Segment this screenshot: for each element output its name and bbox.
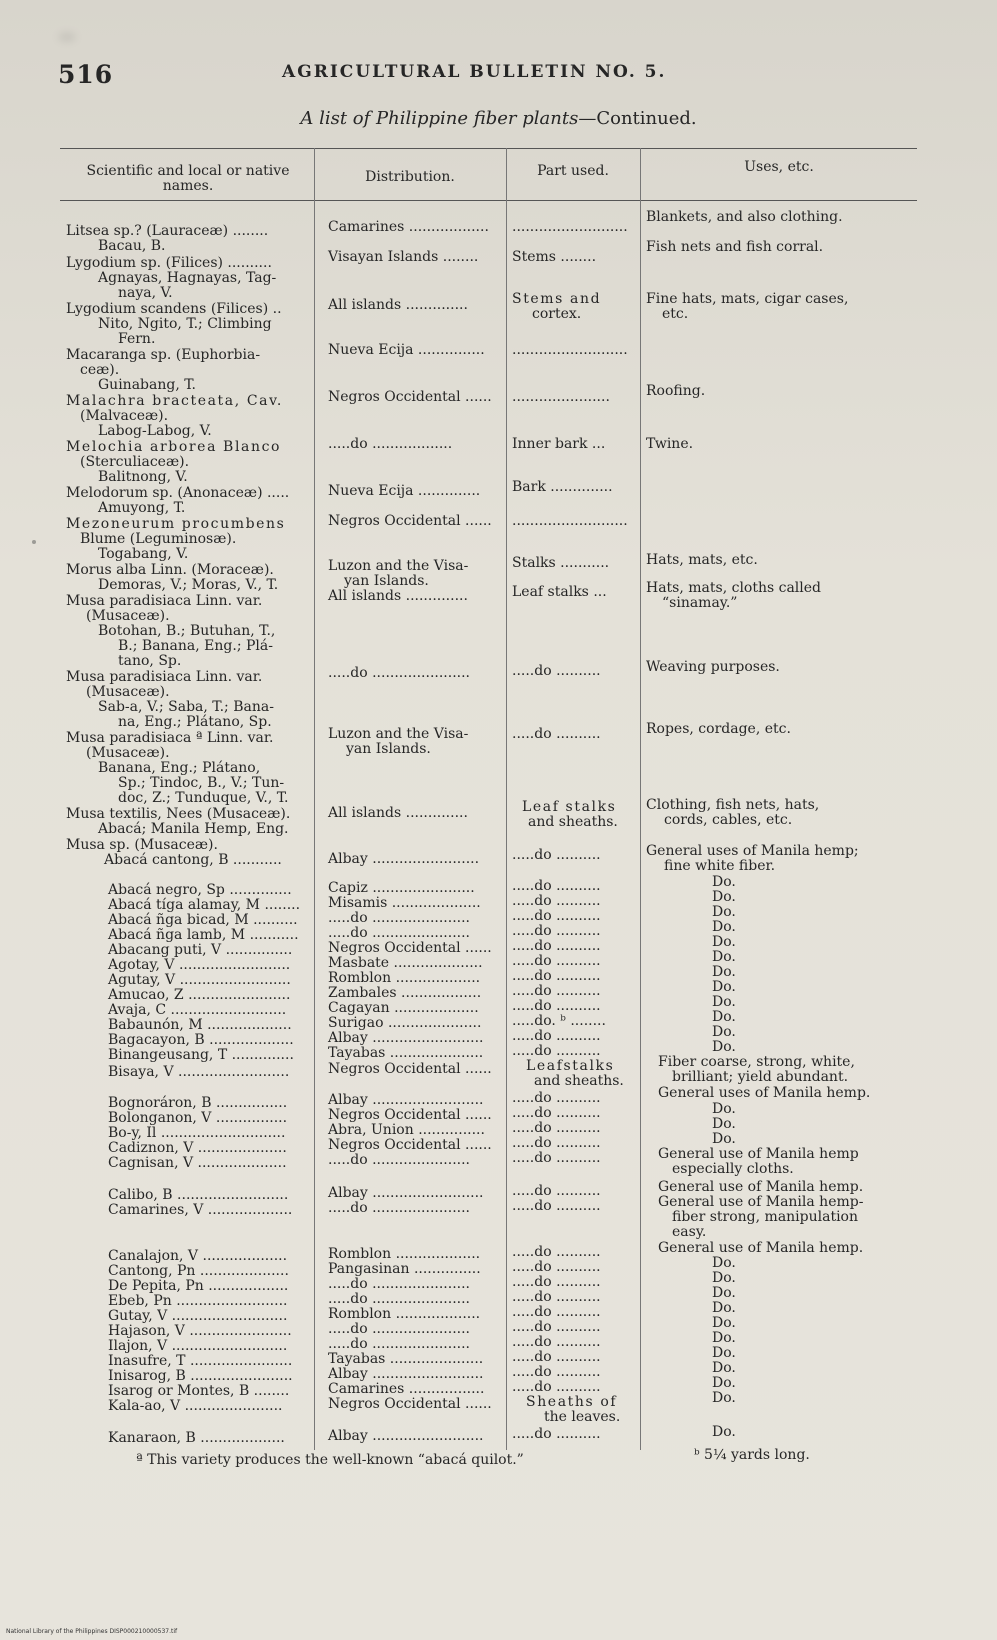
species-name: Melochia arborea Blanco	[66, 439, 282, 455]
distribution-cell: Albay ........................	[328, 851, 480, 867]
species-name: Lygodium scandens (Filices) ..	[66, 301, 282, 317]
local-name-cont: naya, V.	[118, 285, 173, 301]
species-name: Morus alba Linn. (Moraceæ).	[66, 562, 274, 578]
species-name: Musa textilis, Nees (Musaceæ).	[66, 806, 291, 822]
part-used-cell: Stalks ...........	[512, 555, 610, 571]
variety-name: Abacá tíga alamay, M ........	[108, 897, 301, 913]
variety-name: Babaunón, M ...................	[108, 1017, 292, 1033]
uses-cont: cords, cables, etc.	[664, 812, 793, 828]
uses-cell: Fine hats, mats, cigar cases,	[646, 291, 849, 307]
variety-name: Ebeb, Pn .........................	[108, 1293, 288, 1309]
uses-cell: Ropes, cordage, etc.	[646, 721, 791, 737]
variety-name: Cagnisan, V ....................	[108, 1155, 287, 1171]
distribution-cont: yan Islands.	[346, 741, 431, 757]
variety-name: Cadiznon, V ....................	[108, 1140, 287, 1156]
uses-cell: Do.	[712, 919, 736, 935]
variety-name: Kala-ao, V ......................	[108, 1398, 283, 1414]
uses-cell: Twine.	[646, 436, 694, 452]
part-used-cell: .....do ..........	[512, 1274, 601, 1290]
column-header-part: Part used.	[537, 163, 609, 179]
species-name-cont: (Malvaceæ).	[80, 408, 169, 424]
uses-cont: brilliant; yield abundant.	[672, 1069, 849, 1085]
distribution-cell: Romblon ...................	[328, 1246, 481, 1262]
column-header-uses: Uses, etc.	[744, 159, 814, 175]
species-name: Malachra bracteata, Cav.	[66, 393, 283, 409]
variety-name: Bolonganon, V ................	[108, 1110, 288, 1126]
variety-name: Kanaraon, B ...................	[108, 1430, 285, 1446]
distribution-cell: Camarines ..................	[328, 219, 489, 235]
distribution-cell: Tayabas .....................	[328, 1351, 484, 1367]
local-name: Demoras, V.; Moras, V., T.	[98, 577, 279, 593]
part-used-cell: .....do ..........	[512, 983, 601, 999]
distribution-cell: Negros Occidental ......	[328, 1396, 492, 1412]
species-name: Lygodium sp. (Filices) ..........	[66, 255, 272, 271]
distribution-cell: .....do ......................	[328, 1321, 470, 1337]
distribution-cell: .....do ......................	[328, 1291, 470, 1307]
variety-name: Agotay, V .........................	[108, 957, 291, 973]
part-used-cell: .....do ..........	[512, 1135, 601, 1151]
uses-cont: easy.	[672, 1224, 707, 1240]
distribution-cell: Romblon ...................	[328, 1306, 481, 1322]
variety-name: Abacang puti, V ...............	[108, 942, 293, 958]
variety-name: Bagacayon, B ...................	[108, 1032, 294, 1048]
variety-name: Avaja, C ..........................	[108, 1002, 287, 1018]
species-name: Musa paradisiaca Linn. var.	[66, 669, 263, 685]
distribution-cell: Negros Occidental ......	[328, 1107, 492, 1123]
part-used-cont: and sheaths.	[528, 814, 618, 830]
part-used-cell: Inner bark ...	[512, 436, 606, 452]
running-head: AGRICULTURAL BULLETIN NO. 5.	[282, 62, 667, 82]
distribution-cell: Albay .........................	[328, 1366, 484, 1382]
local-name-cont: tano, Sp.	[118, 653, 182, 669]
part-used-cell: Bark ..............	[512, 479, 613, 495]
species-name-cont: Blume (Leguminosæ).	[80, 531, 237, 547]
variety-name: Canalajon, V ...................	[108, 1248, 288, 1264]
uses-cell: Do.	[712, 1255, 736, 1271]
distribution-cell: Negros Occidental ......	[328, 940, 492, 956]
part-used-cell: .....do ..........	[512, 1289, 601, 1305]
uses-cell: Do.	[712, 1360, 736, 1376]
column-header-names: Scientific and local or native names.	[86, 163, 290, 194]
distribution-cell: Luzon and the Visa-	[328, 558, 469, 574]
distribution-cell: Abra, Union ...............	[328, 1122, 485, 1138]
species-name-cont: (Sterculiaceæ).	[80, 454, 190, 470]
distribution-cell: Albay .........................	[328, 1185, 484, 1201]
distribution-cell: Negros Occidental ......	[328, 513, 492, 529]
variety-name: Bognoráron, B ................	[108, 1095, 288, 1111]
part-used-cell: .....do ..........	[512, 1090, 601, 1106]
uses-cell: Do.	[712, 1375, 736, 1391]
uses-cell: Clothing, fish nets, hats,	[646, 797, 820, 813]
part-used-cell: .....do ..........	[512, 1028, 601, 1044]
distribution-cell: .....do ......................	[328, 1276, 470, 1292]
distribution-cell: Surigao .....................	[328, 1015, 482, 1031]
uses-cell: Do.	[712, 994, 736, 1010]
uses-cell: Do.	[712, 1315, 736, 1331]
part-used-cell: .....do ..........	[512, 1304, 601, 1320]
local-name-cont: Sp.; Tindoc, B., V.; Tun-	[118, 775, 285, 791]
variety-name: Agutay, V .........................	[108, 972, 291, 988]
species-name: Melodorum sp. (Anonaceæ) .....	[66, 485, 290, 501]
part-used-cell: Stems ........	[512, 249, 597, 265]
distribution-cell: Negros Occidental ......	[328, 389, 492, 405]
distribution-cell: Nueva Ecija ..............	[328, 483, 481, 499]
variety-name: Hajason, V .......................	[108, 1323, 292, 1339]
uses-cell: General use of Manila hemp-	[658, 1194, 864, 1210]
local-name: Balitnong, V.	[98, 469, 188, 485]
variety-name: Ilajon, V ..........................	[108, 1338, 288, 1354]
variety-name: Gutay, V ..........................	[108, 1308, 288, 1324]
distribution-cell: .....do ..................	[328, 436, 453, 452]
uses-cell: Do.	[712, 1285, 736, 1301]
uses-cell: Roofing.	[646, 383, 706, 399]
caption-suffix: —Continued.	[578, 108, 697, 129]
local-name: Abacá; Manila Hemp, Eng.	[98, 821, 289, 837]
scan-dot	[32, 540, 36, 544]
part-used-cell: .....do ..........	[512, 847, 601, 863]
local-name: Guinabang, T.	[98, 377, 196, 393]
column-header-distribution: Distribution.	[365, 169, 455, 185]
distribution-cell: .....do ......................	[328, 1152, 470, 1168]
local-name: Labog-Labog, V.	[98, 423, 212, 439]
uses-cell: Do.	[712, 874, 736, 890]
uses-cell: Do.	[712, 979, 736, 995]
distribution-cell: Tayabas .....................	[328, 1045, 484, 1061]
table-top-rule	[60, 148, 917, 149]
uses-cont: “sinamay.”	[662, 595, 738, 611]
part-used-cont: the leaves.	[544, 1409, 621, 1425]
table-header-rule	[60, 200, 917, 201]
part-used-cell: .....do ..........	[512, 1426, 601, 1442]
local-name: Sab-a, V.; Saba, T.; Bana-	[98, 699, 274, 715]
species-name-cont: (Musaceæ).	[86, 745, 170, 761]
uses-cell: Do.	[712, 904, 736, 920]
uses-cell: Do.	[712, 949, 736, 965]
part-used-cell: .....do ..........	[512, 923, 601, 939]
distribution-cell: Camarines .................	[328, 1381, 485, 1397]
uses-cell: General use of Manila hemp.	[658, 1240, 864, 1256]
distribution-cell: .....do ......................	[328, 925, 470, 941]
footnote-a: ª This variety produces the well-known “abacá quilot.”	[136, 1452, 524, 1468]
species-name: Musa paradisiaca ª Linn. var.	[66, 730, 274, 746]
part-used-cell: .....do ..........	[512, 1364, 601, 1380]
uses-cell: Do.	[712, 1101, 736, 1117]
variety-name: Abacá ñga lamb, M ...........	[108, 927, 299, 943]
species-name: Musa sp. (Musaceæ).	[66, 837, 218, 853]
part-used-cell: .....do ..........	[512, 1150, 601, 1166]
column-divider-3	[640, 148, 641, 1450]
page-number: 516	[58, 60, 114, 89]
uses-cell: Weaving purposes.	[646, 659, 780, 675]
distribution-cell: Zambales ..................	[328, 985, 482, 1001]
part-used-cell: .....do ..........	[512, 953, 601, 969]
variety-name: Bo-y, Il ............................	[108, 1125, 286, 1141]
part-used-cell: ..........................	[512, 513, 628, 529]
species-name: Musa paradisiaca Linn. var.	[66, 593, 263, 609]
part-used-cell: .....do ..........	[512, 968, 601, 984]
part-used-cell: Leaf stalks ...	[512, 584, 607, 600]
caption-title: A list of Philippine fiber plants	[300, 108, 579, 129]
distribution-cell: All islands ..............	[328, 805, 468, 821]
part-used-cell: .....do ..........	[512, 893, 601, 909]
local-name-cont: B.; Banana, Eng.; Plá-	[118, 638, 273, 654]
local-name: Nito, Ngito, T.; Climbing	[98, 316, 272, 332]
uses-cell: Do.	[712, 1424, 736, 1440]
part-used-cell: .....do ..........	[512, 878, 601, 894]
uses-cell: Fiber coarse, strong, white,	[658, 1054, 855, 1070]
variety-name: Abacá cantong, B ...........	[104, 852, 282, 868]
species-name-cont: (Musaceæ).	[86, 684, 170, 700]
distribution-cell: Masbate ....................	[328, 955, 483, 971]
species-name-cont: (Musaceæ).	[86, 608, 170, 624]
uses-cell: Do.	[712, 1390, 736, 1406]
uses-cell: Blankets, and also clothing.	[646, 209, 843, 225]
distribution-cell: Misamis ....................	[328, 895, 481, 911]
local-name: Botohan, B.; Butuhan, T.,	[98, 623, 276, 639]
distribution-cell: Albay .........................	[328, 1428, 484, 1444]
uses-cell: Do.	[712, 1116, 736, 1132]
part-used-cell: .....do ..........	[512, 1319, 601, 1335]
part-used-cell: .....do. ᵇ ........	[512, 1013, 606, 1029]
part-used-cont: and sheaths.	[534, 1073, 624, 1089]
species-name: Litsea sp.? (Lauraceæ) ........	[66, 223, 269, 239]
footnote-b: ᵇ 5¼ yards long.	[694, 1447, 810, 1463]
part-used-cell: Leafstalks	[526, 1058, 615, 1074]
distribution-cell: Capiz .......................	[328, 880, 475, 896]
part-used-cell: .....do ..........	[512, 1259, 601, 1275]
uses-cell: Do.	[712, 1009, 736, 1025]
local-name-cont: doc, Z.; Tunduque, V., T.	[118, 790, 289, 806]
uses-cell: General use of Manila hemp.	[658, 1179, 864, 1195]
column-divider-1	[314, 148, 315, 1450]
part-used-cell: .....do ..........	[512, 663, 601, 679]
part-used-cell: Stems and	[512, 291, 602, 307]
local-name-cont: Fern.	[118, 331, 156, 347]
local-name: Bacau, B.	[98, 238, 166, 254]
uses-cell: Do.	[712, 1345, 736, 1361]
uses-cell: Do.	[712, 934, 736, 950]
distribution-cell: .....do ......................	[328, 1200, 470, 1216]
part-used-cell: .....do ..........	[512, 1349, 601, 1365]
uses-cell: Hats, mats, etc.	[646, 552, 758, 568]
local-name: Agnayas, Hagnayas, Tag-	[98, 270, 277, 286]
distribution-cell: Albay .........................	[328, 1030, 484, 1046]
local-name: Amuyong, T.	[98, 500, 186, 516]
uses-cell: General uses of Manila hemp;	[646, 843, 859, 859]
uses-cell: Do.	[712, 1270, 736, 1286]
scan-footer: National Library of the Philippines DISP000210000537.tif	[6, 1628, 178, 1635]
variety-name: De Pepita, Pn ..................	[108, 1278, 289, 1294]
variety-name: Inisarog, B .......................	[108, 1368, 293, 1384]
variety-name: Calibo, B .........................	[108, 1187, 289, 1203]
part-used-cell: .....do ..........	[512, 1379, 601, 1395]
variety-name: Amucao, Z .......................	[108, 987, 291, 1003]
part-used-cell: ..........................	[512, 219, 628, 235]
table-caption	[0, 108, 997, 129]
species-name: Mezoneurum procumbens	[66, 516, 286, 532]
distribution-cell: Negros Occidental ......	[328, 1061, 492, 1077]
variety-name: Camarines, V ...................	[108, 1202, 293, 1218]
uses-cell: Do.	[712, 1131, 736, 1147]
local-name: Banana, Eng.; Plátano,	[98, 760, 261, 776]
part-used-cell: .....do ..........	[512, 1198, 601, 1214]
part-used-cell: .....do ..........	[512, 1105, 601, 1121]
uses-cont: especially cloths.	[672, 1161, 794, 1177]
distribution-cell: Pangasinan ...............	[328, 1261, 481, 1277]
distribution-cell: Albay .........................	[328, 1092, 484, 1108]
uses-cell: General uses of Manila hemp.	[658, 1085, 871, 1101]
distribution-cell: Visayan Islands ........	[328, 249, 479, 265]
uses-cont: fiber strong, manipulation	[672, 1209, 859, 1225]
distribution-cell: Luzon and the Visa-	[328, 726, 469, 742]
part-used-cell: .....do ..........	[512, 1043, 601, 1059]
variety-name: Isarog or Montes, B ........	[108, 1383, 290, 1399]
part-used-cell: Leaf stalks	[522, 799, 617, 815]
distribution-cell: Cagayan ...................	[328, 1000, 479, 1016]
column-divider-2	[506, 148, 507, 1450]
local-name-cont: na, Eng.; Plátano, Sp.	[118, 714, 272, 730]
part-used-cell: .....do ..........	[512, 726, 601, 742]
part-used-cell: .....do ..........	[512, 1244, 601, 1260]
distribution-cell: All islands ..............	[328, 588, 468, 604]
distribution-cell: Negros Occidental ......	[328, 1137, 492, 1153]
part-used-cont: cortex.	[532, 306, 582, 322]
part-used-cell: .....do ..........	[512, 938, 601, 954]
part-used-cell: .....do ..........	[512, 998, 601, 1014]
uses-cont: etc.	[662, 306, 689, 322]
distribution-cell: .....do ......................	[328, 1336, 470, 1352]
variety-name: Abacá negro, Sp ..............	[108, 882, 292, 898]
uses-cell: Hats, mats, cloths called	[646, 580, 822, 596]
variety-name: Inasufre, T .......................	[108, 1353, 293, 1369]
part-used-cell: .....do ..........	[512, 908, 601, 924]
uses-cell: Fish nets and fish corral.	[646, 239, 824, 255]
part-used-cell: .....do ..........	[512, 1120, 601, 1136]
uses-cell: Do.	[712, 964, 736, 980]
species-name: Macaranga sp. (Euphorbia-	[66, 347, 261, 363]
distribution-cell: Nueva Ecija ...............	[328, 342, 485, 358]
uses-cell: Do.	[712, 1330, 736, 1346]
variety-name: Bisaya, V .........................	[108, 1064, 290, 1080]
uses-cell: Do.	[712, 889, 736, 905]
local-name: Togabang, V.	[98, 546, 189, 562]
part-used-cell: ..........................	[512, 342, 628, 358]
part-used-cell: .....do ..........	[512, 1183, 601, 1199]
distribution-cell: Romblon ...................	[328, 970, 481, 986]
distribution-cont: yan Islands.	[344, 573, 429, 589]
uses-cell: Do.	[712, 1039, 736, 1055]
uses-cont: fine white fiber.	[664, 858, 776, 874]
distribution-cell: All islands ..............	[328, 297, 468, 313]
part-used-cell: Sheaths of	[526, 1394, 618, 1410]
uses-cell: General use of Manila hemp	[658, 1146, 859, 1162]
uses-cell: Do.	[712, 1300, 736, 1316]
variety-name: Binangeusang, T ..............	[108, 1047, 294, 1063]
part-used-cell: .....do ..........	[512, 1334, 601, 1350]
species-name-cont: ceæ).	[80, 362, 120, 378]
scan-smudge	[58, 32, 76, 42]
distribution-cell: .....do ......................	[328, 665, 470, 681]
distribution-cell: .....do ......................	[328, 910, 470, 926]
part-used-cell: ......................	[512, 389, 610, 405]
variety-name: Cantong, Pn ....................	[108, 1263, 289, 1279]
variety-name: Abacá ñga bicad, M ..........	[108, 912, 298, 928]
uses-cell: Do.	[712, 1024, 736, 1040]
